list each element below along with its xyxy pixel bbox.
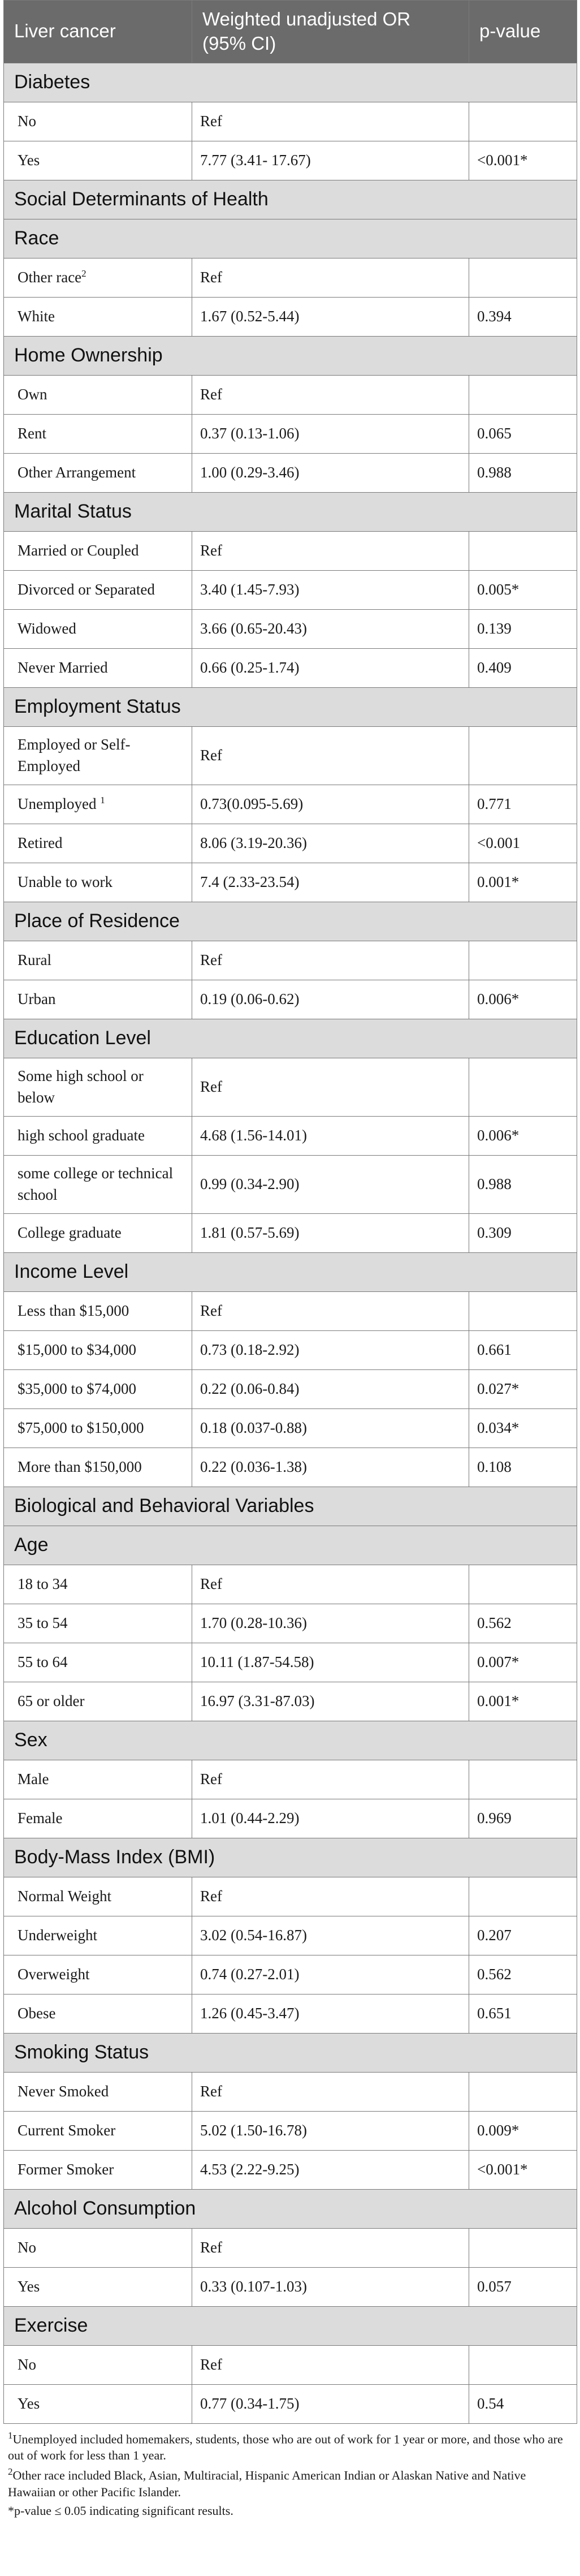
p-value-cell bbox=[469, 726, 577, 785]
p-value-cell bbox=[469, 2228, 577, 2267]
table-row bbox=[4, 1408, 577, 1448]
odds-ratio-cell: 0.77 (0.34-1.75) bbox=[192, 2384, 469, 2423]
p-value-cell bbox=[469, 102, 577, 141]
row-label: Yes bbox=[18, 2394, 40, 2412]
section-label: Home Ownership bbox=[4, 336, 577, 375]
row-label-cell bbox=[4, 824, 192, 863]
section-row bbox=[4, 902, 577, 941]
row-label-cell bbox=[4, 1408, 192, 1448]
odds-ratio-cell: Ref bbox=[192, 2345, 469, 2384]
table-row bbox=[4, 1369, 577, 1408]
row-label: Employed or Self-Employed bbox=[18, 735, 131, 774]
row-label-cell bbox=[4, 414, 192, 453]
row-label: Obese bbox=[18, 2004, 56, 2022]
table-row bbox=[4, 453, 577, 492]
row-label: high school graduate bbox=[18, 1126, 145, 1144]
table-row bbox=[4, 1682, 577, 1721]
row-label: Retired bbox=[18, 834, 63, 851]
footnote-text: *p-value ≤ 0.05 indicating significant results. bbox=[8, 2503, 233, 2518]
row-label-cell bbox=[4, 1369, 192, 1408]
odds-ratio-cell: 0.37 (0.13-1.06) bbox=[192, 414, 469, 453]
row-label-cell bbox=[4, 2345, 192, 2384]
row-label-cell bbox=[4, 375, 192, 414]
table-row bbox=[4, 102, 577, 141]
table-row bbox=[4, 1565, 577, 1604]
row-label: Normal Weight bbox=[18, 1887, 112, 1905]
section-row bbox=[4, 1487, 577, 1526]
row-label: Never Married bbox=[18, 658, 108, 676]
section-row bbox=[4, 492, 577, 531]
section-row bbox=[4, 1252, 577, 1291]
header-outcome: Liver cancer bbox=[4, 1, 192, 63]
odds-ratio-cell: 1.26 (0.45-3.47) bbox=[192, 1994, 469, 2033]
odds-ratio-cell: 0.22 (0.06-0.84) bbox=[192, 1369, 469, 1408]
p-value-cell: 0.54 bbox=[469, 2384, 577, 2423]
p-value-cell bbox=[469, 2345, 577, 2384]
row-label-cell bbox=[4, 531, 192, 570]
row-label: Unable to work bbox=[18, 873, 112, 890]
section-row bbox=[4, 219, 577, 258]
odds-ratio-cell: 0.33 (0.107-1.03) bbox=[192, 2267, 469, 2306]
table-row bbox=[4, 824, 577, 863]
row-label: College graduate bbox=[18, 1224, 122, 1241]
table-row bbox=[4, 648, 577, 687]
odds-ratio-cell: 3.02 (0.54-16.87) bbox=[192, 1916, 469, 1955]
p-value-cell: 0.007* bbox=[469, 1643, 577, 1682]
section-row bbox=[4, 1721, 577, 1760]
table-row bbox=[4, 2384, 577, 2423]
odds-ratio-cell: 0.22 (0.036-1.38) bbox=[192, 1448, 469, 1487]
odds-ratio-cell: 4.68 (1.56-14.01) bbox=[192, 1116, 469, 1155]
p-value-cell: <0.001 bbox=[469, 824, 577, 863]
table-row bbox=[4, 1760, 577, 1799]
odds-ratio-cell: 1.00 (0.29-3.46) bbox=[192, 453, 469, 492]
p-value-cell: 0.562 bbox=[469, 1604, 577, 1643]
section-row bbox=[4, 1526, 577, 1565]
row-label: No bbox=[18, 2355, 36, 2373]
odds-ratio-cell: Ref bbox=[192, 531, 469, 570]
p-value-cell: 0.988 bbox=[469, 453, 577, 492]
table-row bbox=[4, 1877, 577, 1916]
footnote-marker: 2 bbox=[81, 268, 86, 279]
odds-ratio-cell: Ref bbox=[192, 2072, 469, 2111]
p-value-cell: 0.001* bbox=[469, 863, 577, 902]
section-row bbox=[4, 687, 577, 726]
odds-ratio-cell: 7.4 (2.33-23.54) bbox=[192, 863, 469, 902]
p-value-cell bbox=[469, 258, 577, 297]
row-label-cell bbox=[4, 1058, 192, 1116]
row-label-cell bbox=[4, 141, 192, 180]
p-value-cell: 0.394 bbox=[469, 297, 577, 336]
row-label-cell bbox=[4, 941, 192, 980]
p-value-cell bbox=[469, 1565, 577, 1604]
row-label-cell bbox=[4, 785, 192, 824]
odds-ratio-cell: 1.67 (0.52-5.44) bbox=[192, 297, 469, 336]
section-label: Education Level bbox=[4, 1019, 577, 1058]
table-row bbox=[4, 375, 577, 414]
row-label-cell bbox=[4, 1116, 192, 1155]
table-row bbox=[4, 2267, 577, 2306]
section-row bbox=[4, 180, 577, 219]
section-label: Employment Status bbox=[4, 687, 577, 726]
section-row bbox=[4, 2306, 577, 2345]
p-value-cell: 0.006* bbox=[469, 1116, 577, 1155]
footnote bbox=[8, 2429, 572, 2463]
table-row bbox=[4, 1155, 577, 1213]
table-row bbox=[4, 1955, 577, 1994]
row-label-cell bbox=[4, 1604, 192, 1643]
row-label: Female bbox=[18, 1809, 63, 1827]
row-label-cell bbox=[4, 2384, 192, 2423]
odds-ratio-cell: 0.73(0.095-5.69) bbox=[192, 785, 469, 824]
table-row bbox=[4, 1799, 577, 1838]
row-label: Divorced or Separated bbox=[18, 580, 155, 598]
row-label-cell bbox=[4, 1155, 192, 1213]
row-label-cell bbox=[4, 2150, 192, 2189]
row-label-cell bbox=[4, 863, 192, 902]
table-body bbox=[4, 63, 577, 2423]
odds-ratio-cell: Ref bbox=[192, 102, 469, 141]
row-label-cell bbox=[4, 1291, 192, 1330]
row-label-cell bbox=[4, 1682, 192, 1721]
row-label: Yes bbox=[18, 151, 40, 169]
row-label-cell bbox=[4, 1643, 192, 1682]
p-value-cell: <0.001* bbox=[469, 141, 577, 180]
section-label: Income Level bbox=[4, 1252, 577, 1291]
row-label-cell bbox=[4, 1213, 192, 1252]
p-value-cell: 0.969 bbox=[469, 1799, 577, 1838]
table-row bbox=[4, 1330, 577, 1369]
row-label-cell bbox=[4, 1448, 192, 1487]
p-value-cell: 0.661 bbox=[469, 1330, 577, 1369]
row-label-cell bbox=[4, 1565, 192, 1604]
table-row bbox=[4, 2228, 577, 2267]
table-row bbox=[4, 1058, 577, 1116]
header-p-value: p-value bbox=[469, 1, 577, 63]
table-row bbox=[4, 2345, 577, 2384]
odds-ratio-cell: Ref bbox=[192, 1058, 469, 1116]
section-row bbox=[4, 1838, 577, 1877]
row-label-cell bbox=[4, 980, 192, 1019]
section-label: Marital Status bbox=[4, 492, 577, 531]
liver-cancer-odds-table bbox=[3, 0, 577, 2424]
row-label: Male bbox=[18, 1770, 49, 1787]
row-label-cell bbox=[4, 258, 192, 297]
row-label-cell bbox=[4, 2072, 192, 2111]
p-value-cell: 0.009* bbox=[469, 2111, 577, 2150]
odds-ratio-cell: 16.97 (3.31-87.03) bbox=[192, 1682, 469, 1721]
p-value-cell: 0.006* bbox=[469, 980, 577, 1019]
row-label: Other race bbox=[18, 268, 82, 286]
row-label: Yes bbox=[18, 2277, 40, 2295]
p-value-cell bbox=[469, 531, 577, 570]
table-row bbox=[4, 1916, 577, 1955]
row-label: Unemployed bbox=[18, 795, 101, 812]
header-odds-ratio: Weighted unadjusted OR (95% CI) bbox=[192, 1, 469, 63]
odds-ratio-cell: 3.40 (1.45-7.93) bbox=[192, 570, 469, 609]
odds-ratio-cell: Ref bbox=[192, 375, 469, 414]
p-value-cell: <0.001* bbox=[469, 2150, 577, 2189]
odds-ratio-cell: Ref bbox=[192, 1760, 469, 1799]
section-label: Exercise bbox=[4, 2306, 577, 2345]
odds-ratio-cell: 0.18 (0.037-0.88) bbox=[192, 1408, 469, 1448]
row-label: Widowed bbox=[18, 619, 76, 637]
p-value-cell: 0.988 bbox=[469, 1155, 577, 1213]
table-row bbox=[4, 2150, 577, 2189]
p-value-cell: 0.409 bbox=[469, 648, 577, 687]
p-value-cell bbox=[469, 1291, 577, 1330]
row-label: 35 to 54 bbox=[18, 1614, 68, 1631]
odds-ratio-cell: Ref bbox=[192, 2228, 469, 2267]
table-row bbox=[4, 141, 577, 180]
odds-ratio-cell: 0.73 (0.18-2.92) bbox=[192, 1330, 469, 1369]
table-row bbox=[4, 2111, 577, 2150]
footnote-text: Other race included Black, Asian, Multiracial, Hispanic American Indian or Alaskan Native and Native Hawaiian or other Pacific Islander. bbox=[8, 2468, 526, 2499]
row-label-cell bbox=[4, 1877, 192, 1916]
section-label: Diabetes bbox=[4, 63, 577, 102]
p-value-cell: 0.309 bbox=[469, 1213, 577, 1252]
p-value-cell: 0.562 bbox=[469, 1955, 577, 1994]
row-label-cell bbox=[4, 1799, 192, 1838]
row-label: Former Smoker bbox=[18, 2160, 114, 2178]
section-row bbox=[4, 63, 577, 102]
p-value-cell: 0.771 bbox=[469, 785, 577, 824]
row-label-cell bbox=[4, 726, 192, 785]
row-label: some college or technical school bbox=[18, 1164, 174, 1203]
p-value-cell bbox=[469, 2072, 577, 2111]
row-label-cell bbox=[4, 297, 192, 336]
table-row bbox=[4, 297, 577, 336]
row-label-cell bbox=[4, 1330, 192, 1369]
p-value-cell bbox=[469, 941, 577, 980]
odds-ratio-cell: 0.99 (0.34-2.90) bbox=[192, 1155, 469, 1213]
odds-ratio-cell: 0.19 (0.06-0.62) bbox=[192, 980, 469, 1019]
section-row bbox=[4, 1019, 577, 1058]
table-row bbox=[4, 570, 577, 609]
row-label: Never Smoked bbox=[18, 2082, 109, 2100]
footnotes bbox=[3, 2424, 577, 2519]
row-label-cell bbox=[4, 2228, 192, 2267]
row-label: 55 to 64 bbox=[18, 1653, 68, 1670]
p-value-cell bbox=[469, 1760, 577, 1799]
footnote bbox=[8, 2502, 572, 2519]
row-label-cell bbox=[4, 2267, 192, 2306]
table-row bbox=[4, 414, 577, 453]
row-label: Less than $15,000 bbox=[18, 1302, 129, 1319]
section-row bbox=[4, 2189, 577, 2228]
table-row bbox=[4, 531, 577, 570]
section-label: Smoking Status bbox=[4, 2033, 577, 2072]
table-row bbox=[4, 980, 577, 1019]
row-label: $75,000 to $150,000 bbox=[18, 1419, 144, 1436]
odds-ratio-cell: 0.66 (0.25-1.74) bbox=[192, 648, 469, 687]
row-label: $35,000 to $74,000 bbox=[18, 1380, 137, 1397]
p-value-cell: 0.005* bbox=[469, 570, 577, 609]
row-label-cell bbox=[4, 102, 192, 141]
table-row bbox=[4, 1643, 577, 1682]
p-value-cell: 0.001* bbox=[469, 1682, 577, 1721]
odds-ratio-cell: 1.70 (0.28-10.36) bbox=[192, 1604, 469, 1643]
section-row bbox=[4, 2033, 577, 2072]
footnote-number: 1 bbox=[8, 2429, 13, 2441]
section-label: Sex bbox=[4, 1721, 577, 1760]
row-label: 65 or older bbox=[18, 1692, 85, 1709]
odds-ratio-cell: 7.77 (3.41- 17.67) bbox=[192, 141, 469, 180]
row-label: $15,000 to $34,000 bbox=[18, 1341, 137, 1358]
row-label: Rural bbox=[18, 951, 51, 968]
row-label: No bbox=[18, 112, 36, 130]
odds-ratio-cell: Ref bbox=[192, 726, 469, 785]
table-row bbox=[4, 1116, 577, 1155]
row-label-cell bbox=[4, 570, 192, 609]
odds-ratio-cell: 0.74 (0.27-2.01) bbox=[192, 1955, 469, 1994]
section-row bbox=[4, 336, 577, 375]
table-header-row bbox=[4, 1, 577, 63]
row-label: Own bbox=[18, 385, 47, 403]
table-row bbox=[4, 2072, 577, 2111]
odds-ratio-cell: 3.66 (0.65-20.43) bbox=[192, 609, 469, 648]
row-label: More than $150,000 bbox=[18, 1458, 142, 1475]
row-label: Current Smoker bbox=[18, 2121, 116, 2139]
footnote bbox=[8, 2466, 572, 2500]
footnote-number: 2 bbox=[8, 2466, 13, 2478]
p-value-cell: 0.207 bbox=[469, 1916, 577, 1955]
odds-ratio-cell: 8.06 (3.19-20.36) bbox=[192, 824, 469, 863]
section-label: Race bbox=[4, 219, 577, 258]
odds-ratio-cell: 4.53 (2.22-9.25) bbox=[192, 2150, 469, 2189]
p-value-cell: 0.108 bbox=[469, 1448, 577, 1487]
table-row bbox=[4, 785, 577, 824]
odds-ratio-cell: Ref bbox=[192, 1291, 469, 1330]
row-label-cell bbox=[4, 1955, 192, 1994]
row-label: Rent bbox=[18, 424, 46, 442]
row-label: Urban bbox=[18, 990, 56, 1007]
table-row bbox=[4, 1448, 577, 1487]
table-row bbox=[4, 609, 577, 648]
table-row bbox=[4, 258, 577, 297]
row-label: Overweight bbox=[18, 1965, 90, 1983]
row-label: Some high school or below bbox=[18, 1067, 144, 1106]
row-label-cell bbox=[4, 1994, 192, 2033]
p-value-cell: 0.065 bbox=[469, 414, 577, 453]
table-row bbox=[4, 1994, 577, 2033]
table-row bbox=[4, 1291, 577, 1330]
row-label-cell bbox=[4, 453, 192, 492]
row-label-cell bbox=[4, 609, 192, 648]
section-label: Age bbox=[4, 1526, 577, 1565]
table-row bbox=[4, 1604, 577, 1643]
p-value-cell bbox=[469, 1058, 577, 1116]
row-label-cell bbox=[4, 648, 192, 687]
section-label: Alcohol Consumption bbox=[4, 2189, 577, 2228]
row-label: White bbox=[18, 307, 55, 325]
odds-ratio-cell: Ref bbox=[192, 258, 469, 297]
odds-ratio-cell: Ref bbox=[192, 1877, 469, 1916]
row-label: 18 to 34 bbox=[18, 1575, 68, 1592]
p-value-cell: 0.027* bbox=[469, 1369, 577, 1408]
row-label: No bbox=[18, 2238, 36, 2256]
table-row bbox=[4, 941, 577, 980]
row-label: Other Arrangement bbox=[18, 463, 136, 481]
row-label: Married or Coupled bbox=[18, 541, 139, 559]
row-label: Underweight bbox=[18, 1926, 97, 1944]
table-row bbox=[4, 1213, 577, 1252]
p-value-cell bbox=[469, 1877, 577, 1916]
row-label-cell bbox=[4, 1916, 192, 1955]
odds-ratio-cell: 5.02 (1.50-16.78) bbox=[192, 2111, 469, 2150]
table-row bbox=[4, 863, 577, 902]
odds-ratio-cell: 1.81 (0.57-5.69) bbox=[192, 1213, 469, 1252]
table-row bbox=[4, 726, 577, 785]
p-value-cell: 0.651 bbox=[469, 1994, 577, 2033]
p-value-cell: 0.034* bbox=[469, 1408, 577, 1448]
section-label: Biological and Behavioral Variables bbox=[4, 1487, 577, 1526]
footnote-text: Unemployed included homemakers, students, those who are out of work for 1 year or more, and those who are out of work for less than 1 year. bbox=[8, 2432, 563, 2463]
p-value-cell: 0.139 bbox=[469, 609, 577, 648]
footnote-marker: 1 bbox=[100, 794, 105, 805]
p-value-cell: 0.057 bbox=[469, 2267, 577, 2306]
row-label-cell bbox=[4, 2111, 192, 2150]
odds-ratio-cell: 1.01 (0.44-2.29) bbox=[192, 1799, 469, 1838]
odds-ratio-cell: 10.11 (1.87-54.58) bbox=[192, 1643, 469, 1682]
section-label: Body-Mass Index (BMI) bbox=[4, 1838, 577, 1877]
section-label: Place of Residence bbox=[4, 902, 577, 941]
odds-ratio-cell: Ref bbox=[192, 1565, 469, 1604]
row-label-cell bbox=[4, 1760, 192, 1799]
p-value-cell bbox=[469, 375, 577, 414]
section-label: Social Determinants of Health bbox=[4, 180, 577, 219]
odds-ratio-cell: Ref bbox=[192, 941, 469, 980]
